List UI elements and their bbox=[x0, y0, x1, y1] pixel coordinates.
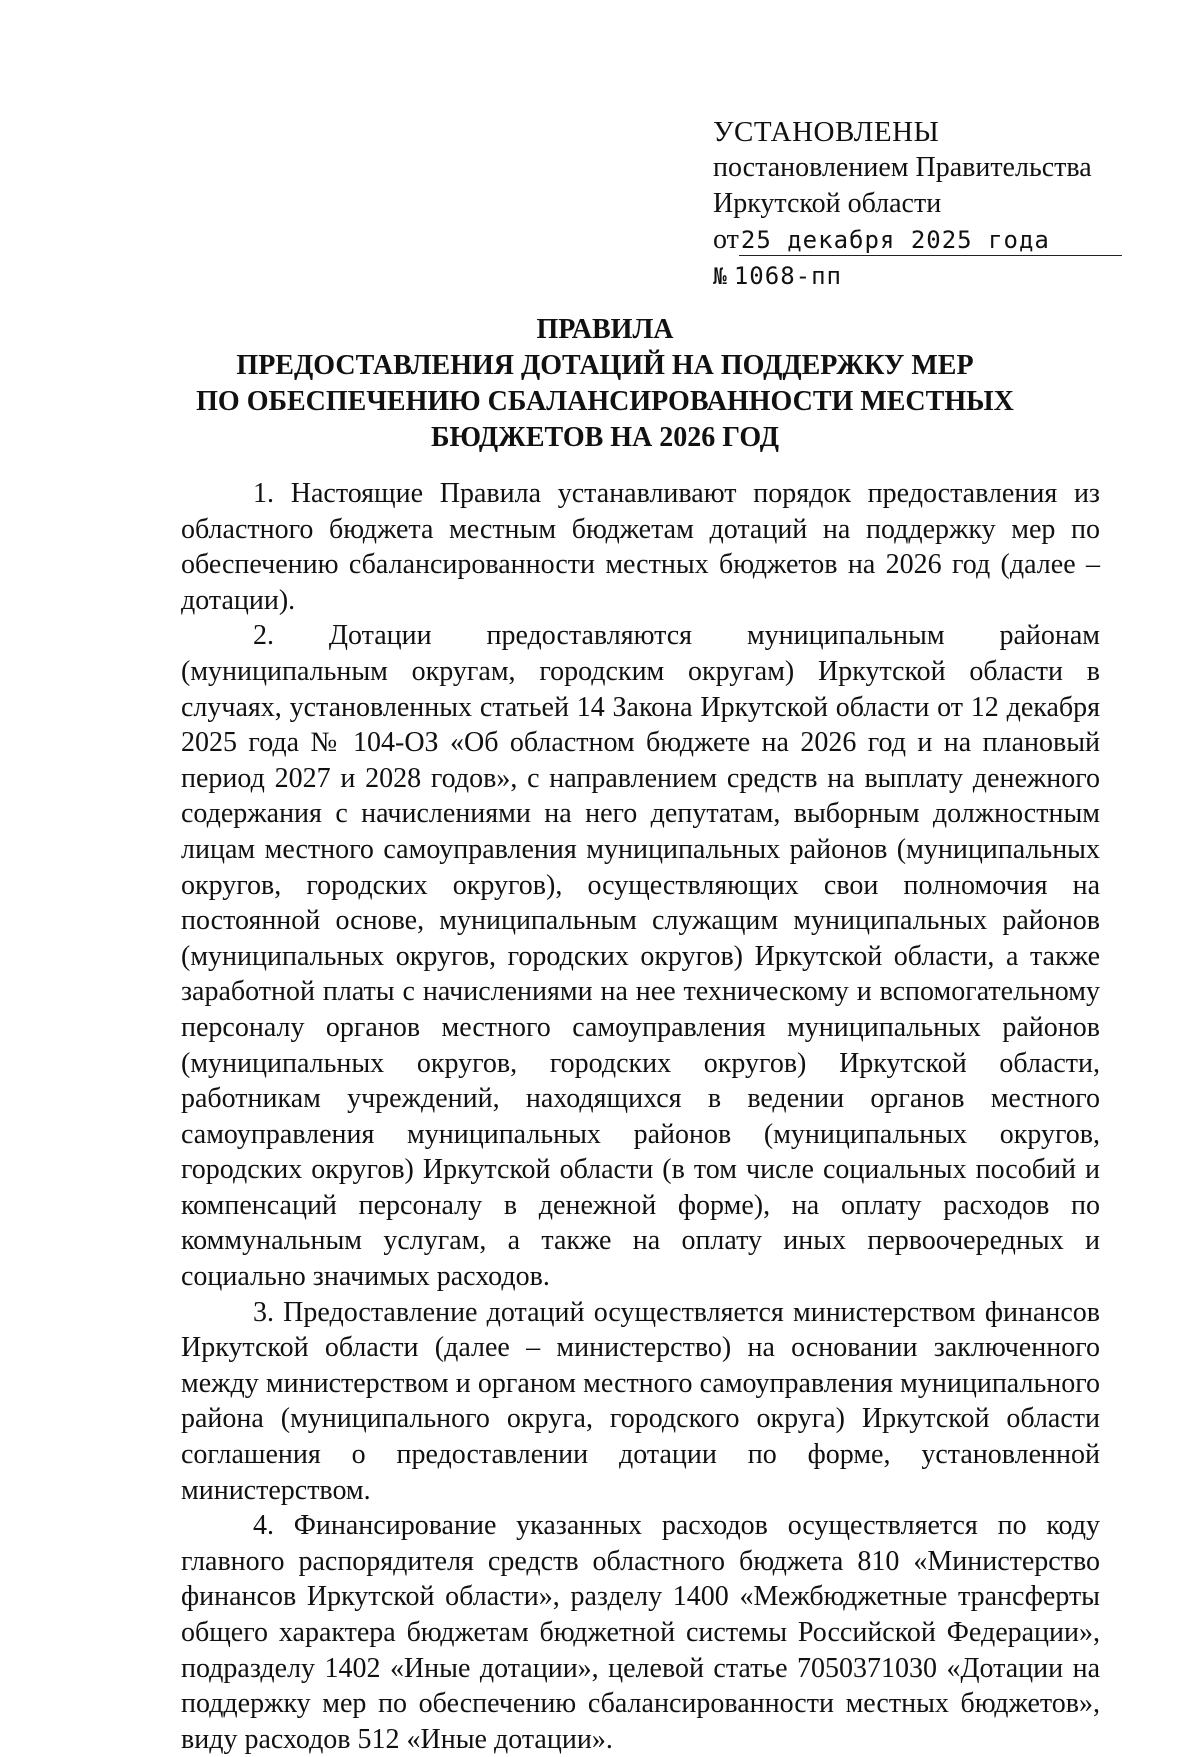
paragraph-3: 3. Предоставление дотаций осуществляется министерством финансов Иркутской области (далее – министерство) на основании заключенного между министерством и органом местного самоуправления муниципального района (муниципального округа, городского округа) Иркутской области соглашения о предоставлении дотации по форме, установленной министерством. bbox=[181, 1296, 1100, 1506]
approval-date-line bbox=[713, 222, 1133, 258]
paragraph-1: 1. Настоящие Правила устанавливают порядок предоставления из областного бюджета местным бюджетам дотаций на поддержку мер по обеспечению сбалансированности местных бюджетов на 2026 год (далее – дотации). bbox=[181, 478, 1100, 616]
approval-number-line bbox=[713, 258, 1133, 295]
approval-number: 1068-пп bbox=[733, 262, 843, 290]
paragraph-2: 2. Дотации предоставляются муниципальным районам (муниципальным округам, городским округам) Иркутской области в случаях, установленных статьей 14 Закона Иркутской области от 12 декабря 2025 года № 104-ОЗ «Об областном бюджете на 2026 год и на плановый период 2027 и 2028 годов», с направлением средств на выплату денежного содержания с начислениями на него депутатам, выборным должностным лицам местного самоуправления муниципальных районов (муниципальных округов, городских округов), осуществляющих свои полномочия на постоянной основе, муниципальным служащим муниципальных районов (муниципальных округов, городских округов) Иркутской области, а также заработной платы с начислениями на нее техническому и вспомогательному персоналу органов местного самоуправления муниципальных районов (муниципальных округов, городских округов) Иркутской области, работникам учреждений, находящихся в ведении органов местного самоуправления муниципальных районов (муниципальных округов, городских округов) Иркутской области (в том числе социальных пособий и компенсаций персоналу в денежной форме), на оплату расходов по коммунальным услугам, а также на оплату иных первоочередных и социально значимых расходов. bbox=[181, 620, 1100, 1293]
document-title bbox=[180, 312, 1030, 456]
approval-title: УСТАНОВЛЕНЫ bbox=[713, 116, 940, 148]
approval-block bbox=[713, 114, 1133, 295]
approval-region: Иркутской области bbox=[713, 188, 942, 219]
paragraph-4: 4. Финансирование указанных расходов осуществляется по коду главного распорядителя средств областного бюджета 810 «Министерство финансов Иркутской области», разделу 1400 «Межбюджетные трансферты общего характера бюджетам бюджетной системы Российской Федерации», подразделу 1402 «Иные дотации», целевой статье 7050371030 «Дотации на поддержку мер по обеспечению сбалансированности местных бюджетов», виду расходов 512 «Иные дотации». bbox=[181, 1510, 1100, 1755]
approval-date: 25 декабря 2025 года bbox=[739, 225, 1122, 256]
approval-date-prefix: от bbox=[713, 224, 739, 255]
document-body bbox=[181, 476, 1100, 1757]
approval-number-prefix: № bbox=[713, 264, 727, 290]
title-line-1: ПРАВИЛА bbox=[536, 314, 674, 345]
title-line-2: ПРЕДОСТАВЛЕНИЯ ДОТАЦИЙ НА ПОДДЕРЖКУ МЕР bbox=[236, 350, 974, 381]
approval-authority: постановлением Правительства bbox=[713, 152, 1092, 183]
title-line-3: ПО ОБЕСПЕЧЕНИЮ СБАЛАНСИРОВАННОСТИ МЕСТНЫХ bbox=[196, 386, 1014, 417]
title-line-4: БЮДЖЕТОВ НА 2026 ГОД bbox=[430, 422, 780, 453]
